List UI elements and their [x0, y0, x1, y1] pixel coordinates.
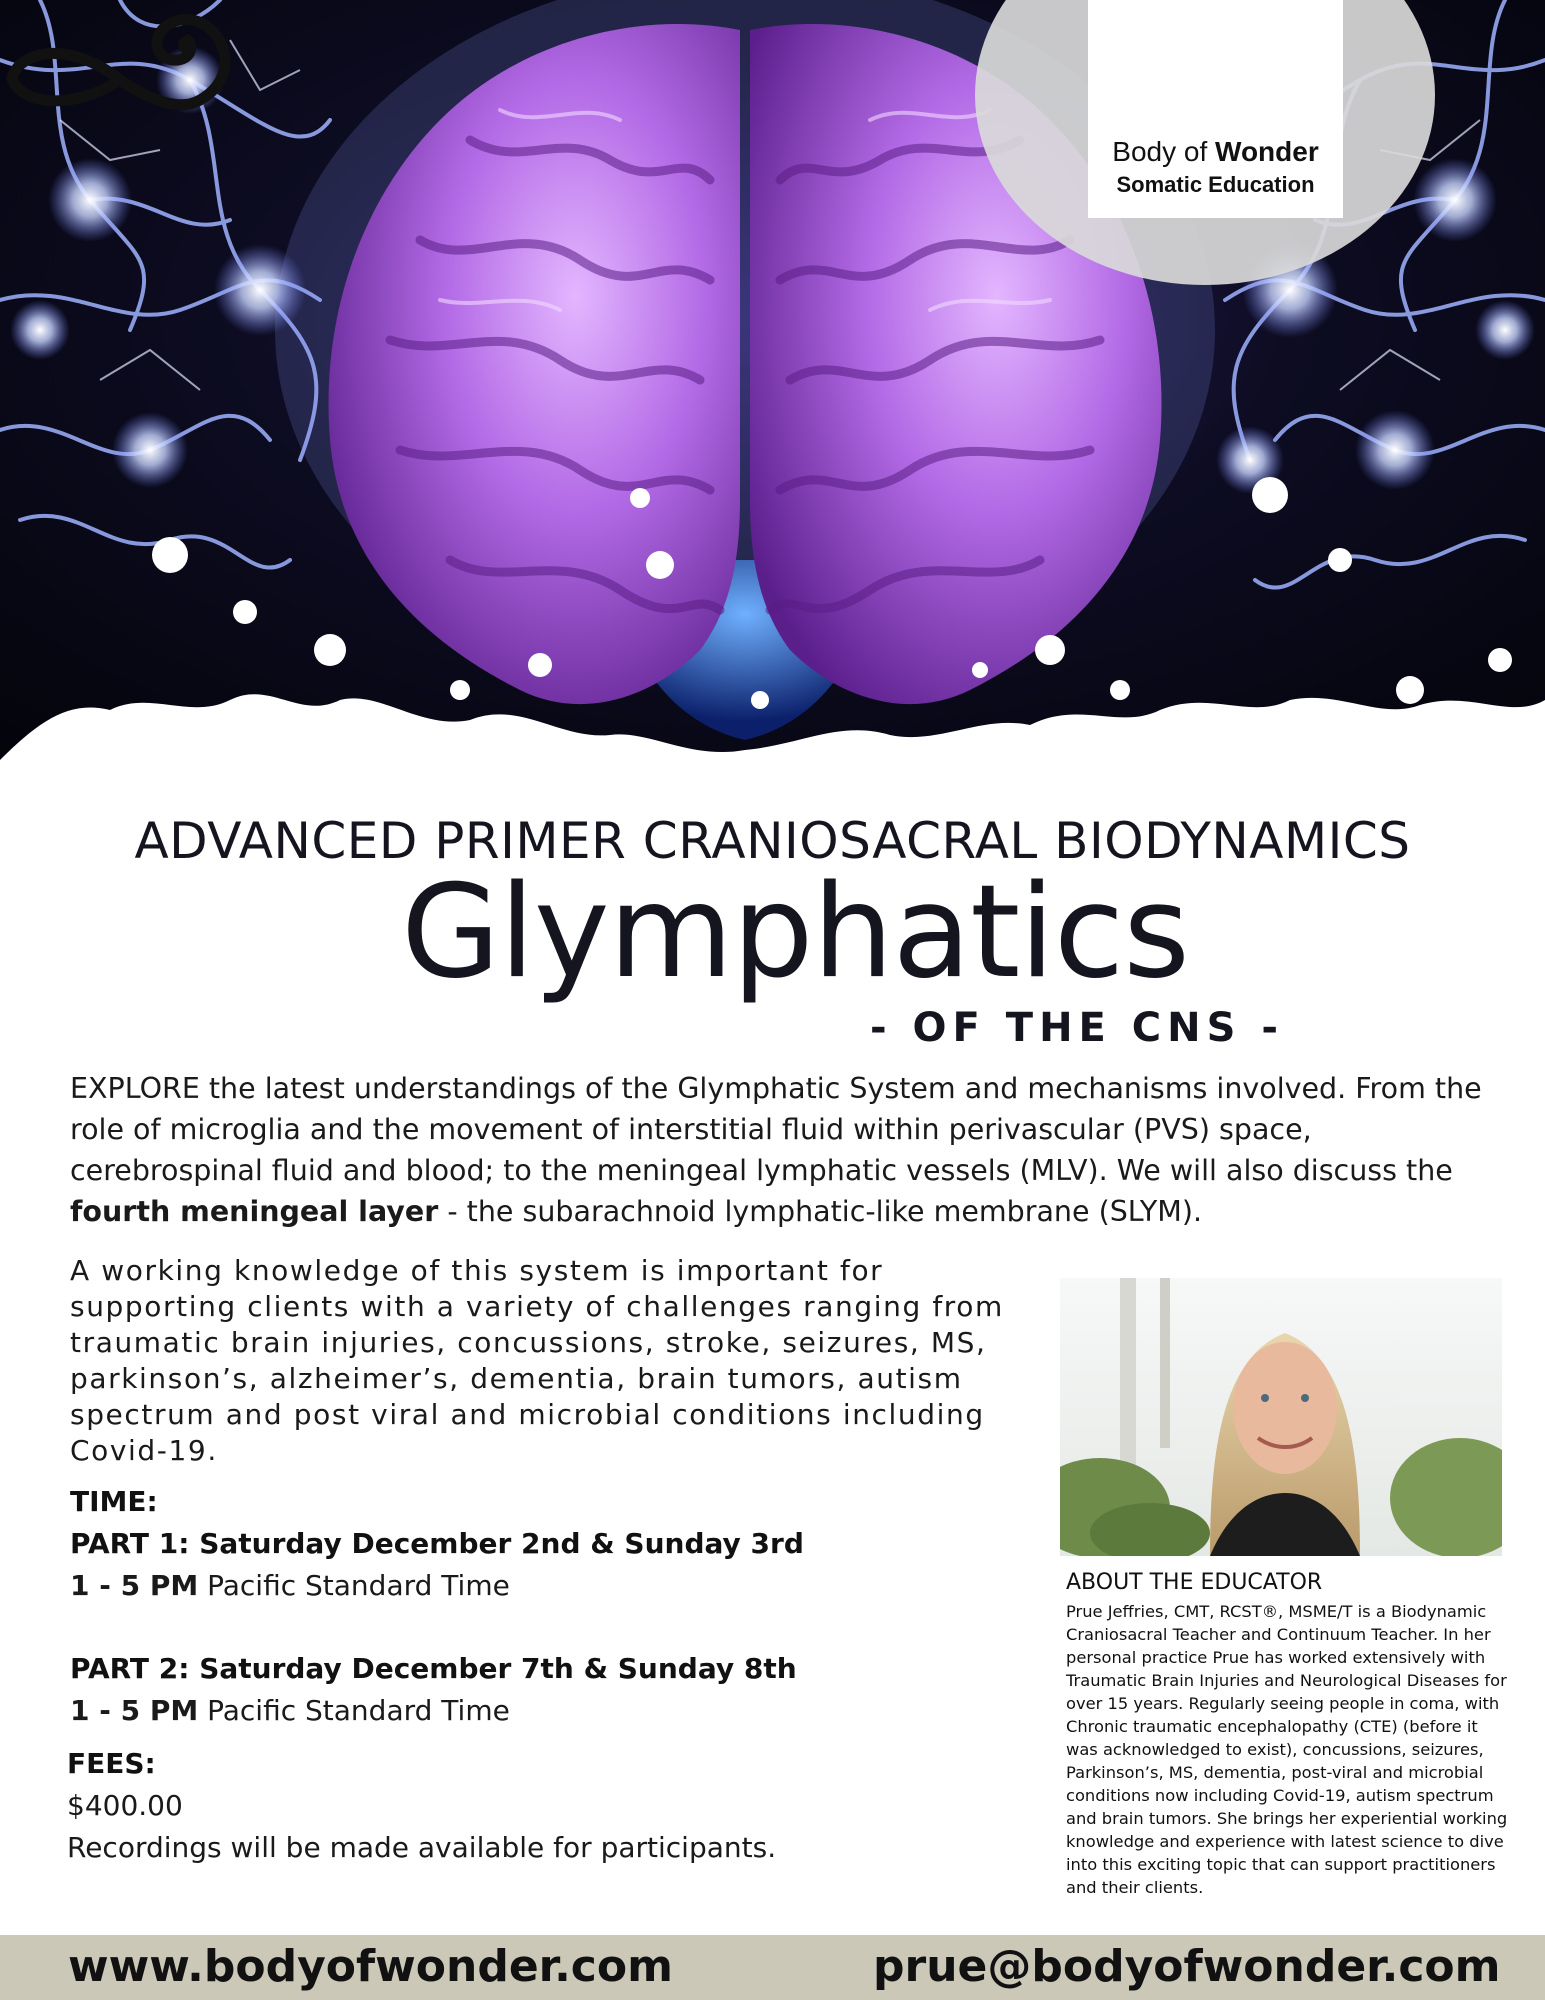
logo-wordmark — [1088, 136, 1343, 168]
part2-hours-zone: Pacific Standard Time — [198, 1694, 510, 1727]
intro-text-2: - the subarachnoid lymphatic-like membrane (SLYM). — [438, 1195, 1203, 1228]
fees-label: FEES: — [67, 1747, 156, 1780]
hero-image — [0, 0, 1545, 800]
footer-band — [0, 1935, 1545, 2000]
part2-dates: PART 2: Saturday December 7th & Sunday 8th — [70, 1652, 797, 1685]
intro-bold-text: fourth meningeal layer — [70, 1195, 439, 1228]
time-label: TIME: — [70, 1485, 158, 1518]
part2-hours — [70, 1694, 510, 1727]
educator-photo — [1060, 1278, 1502, 1556]
logo-name-regular: Body of — [1112, 136, 1216, 167]
infinity-spiral-logo-icon — [0, 0, 240, 130]
course-subtitle: ADVANCED PRIMER CRANIOSACRAL BIODYNAMICS — [134, 812, 1411, 870]
logo-tagline: Somatic Education — [1116, 172, 1315, 197]
part1-hours — [70, 1569, 510, 1602]
intro-paragraph — [70, 1068, 1500, 1232]
educator-heading: ABOUT THE EDUCATOR — [1066, 1570, 1323, 1595]
course-title: Glymphatics — [401, 858, 1189, 1007]
recordings-note: Recordings will be made available for participants. — [67, 1831, 777, 1864]
intro-text-1: EXPLORE the latest understandings of the Glymphatic System and mechanisms involved. From the role of microglia and the movement of interstitial fluid within perivascular (PVS) space, cerebrospinal fluid and blood; to the meningeal lymphatic vessels (MLV). We will also discuss the — [70, 1072, 1482, 1187]
fees-amount: $400.00 — [67, 1789, 183, 1822]
logo-name-bold: Wonder — [1215, 136, 1319, 167]
website-link[interactable]: www.bodyofwonder.com — [68, 1941, 673, 1992]
part1-hours-zone: Pacific Standard Time — [198, 1569, 510, 1602]
course-title-suffix: - OF THE CNS - — [870, 1005, 1284, 1051]
working-knowledge-paragraph: A working knowledge of this system is important for supporting clients with a variety of challenges ranging from traumatic brain injuries, concussions, stroke, seizures, MS, parkinson’s, alzheimer’s, dementia, brain tumors, autism spectrum and post viral and microbial conditions including Covid-19. — [70, 1254, 1004, 1467]
part1-dates: PART 1: Saturday December 2nd & Sunday 3rd — [70, 1527, 804, 1560]
email-link[interactable]: prue@bodyofwonder.com — [873, 1941, 1501, 1992]
educator-bio: Prue Jeffries, CMT, RCST®, MSME/T is a Biodynamic Craniosacral Teacher and Continuum Teacher. In her personal practice Prue has worked extensively with Traumatic Brain Injuries and Neurological Diseases for over 15 years. Regularly seeing people in coma, with Chronic traumatic encephalopathy (CTE) (before it was acknowledged to exist), concussions, seizures, Parkinson’s, MS, dementia, post-viral and microbial conditions now including Covid-19, autism spectrum and brain tumors. She brings her experiential working knowledge and experience with latest science to dive into this exciting topic that can support practitioners and their clients. — [1066, 1602, 1508, 1897]
part2-hours-time: 1 - 5 PM — [70, 1694, 199, 1727]
part1-hours-time: 1 - 5 PM — [70, 1569, 199, 1602]
